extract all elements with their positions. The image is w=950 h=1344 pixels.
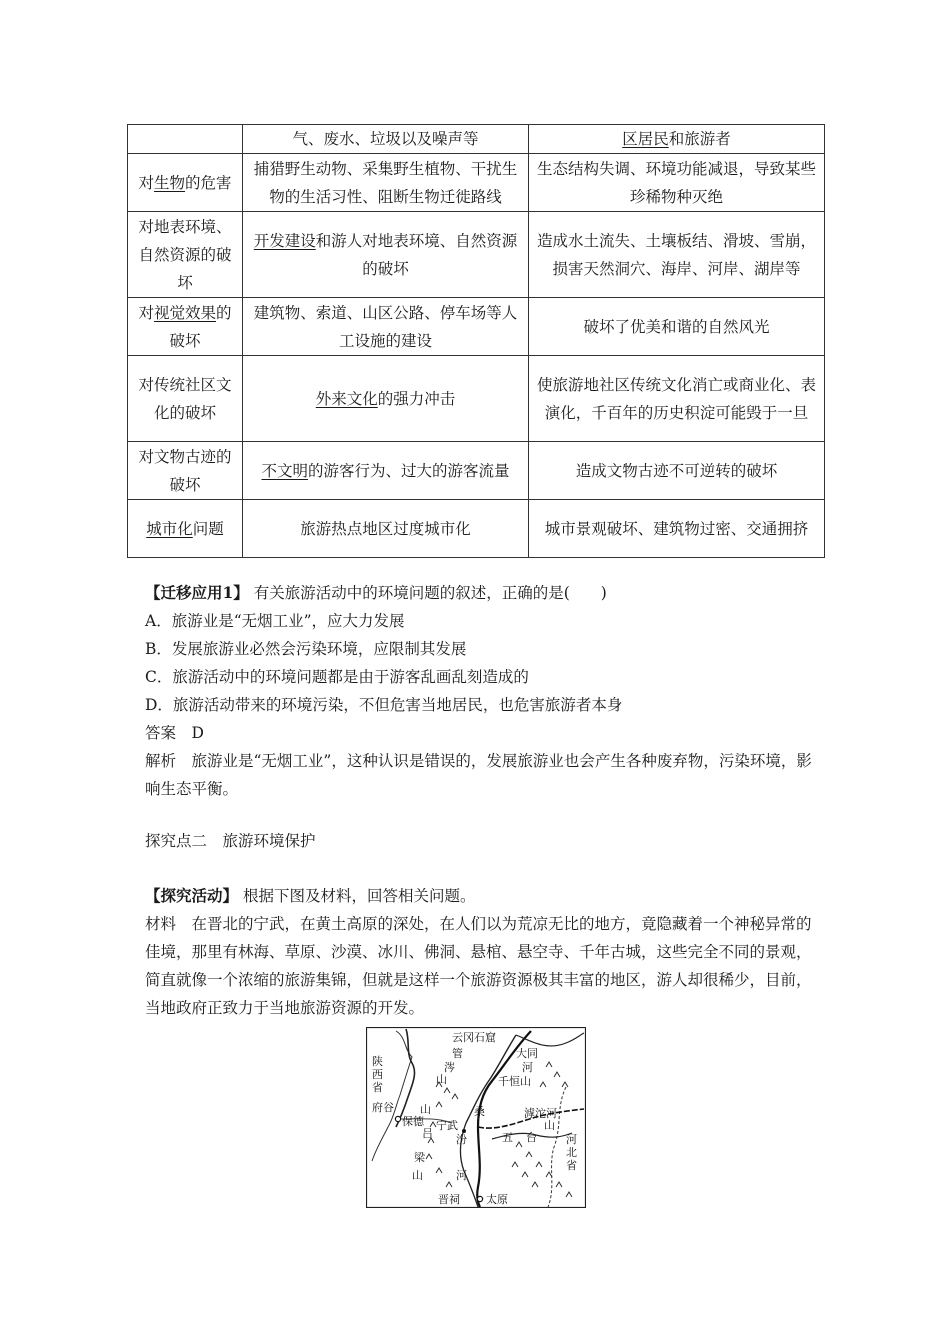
map-svg (366, 1027, 586, 1208)
underlined-term: 开发建设 (253, 231, 316, 250)
analysis: 解析 旅游业是“无烟工业”，这种认识是错误的，发展旅游业也会产生各种废弃物，污染环境，影响生态平衡。 (145, 752, 812, 798)
cell-text: 对传统社区文化的破坏 (138, 375, 232, 422)
label-taiyuan: 太原 (486, 1193, 508, 1206)
cell-text: 使旅游地社区传统文化消亡或商业化、表演化，千百年的历史积淀可能毁于一旦 (537, 375, 817, 422)
environment-problems-table (127, 124, 825, 558)
effect-cell (529, 500, 825, 558)
cell-text: 和游人对地表环境、自然资源的破坏 (315, 231, 518, 278)
label-sang: 桑 (474, 1105, 485, 1118)
cell-text: 的游客行为、过大的游客流量 (308, 461, 510, 480)
effect-cell (529, 442, 825, 500)
effect-cell (529, 154, 825, 212)
table-row (128, 500, 825, 558)
cause-cell (243, 154, 529, 212)
impact-type-cell (128, 442, 243, 500)
label-datong: 大同 (516, 1047, 538, 1060)
cause-cell (243, 442, 529, 500)
label-shaanxi-1: 陕西省 (372, 1055, 383, 1094)
label-fugu: 府谷 (372, 1101, 394, 1114)
cell-text: 问题 (192, 519, 224, 538)
underlined-term: 城市化 (146, 519, 193, 538)
option-d: D．旅游活动带来的环境污染，不但危害当地居民，也危害旅游者本身 (145, 696, 623, 714)
impact-type-cell (128, 298, 243, 356)
table-row (128, 154, 825, 212)
effect-cell (529, 125, 825, 154)
cell-text: 对 (138, 303, 154, 322)
cell-text: 破坏了优美和谐的自然风光 (583, 317, 770, 336)
cell-text: 的破坏 (169, 303, 232, 350)
cell-text: 气、废水、垃圾以及噪声等 (292, 130, 479, 148)
option-c: C．旅游活动中的环境问题都是由于游客乱画乱刻造成的 (145, 668, 529, 686)
table-row (128, 442, 825, 500)
table-row (128, 212, 825, 298)
activity-heading: 【探究活动】 (145, 886, 239, 905)
cell-text: 对 (138, 173, 154, 192)
label-baode: 保德 (402, 1115, 424, 1128)
impact-type-cell (128, 356, 243, 442)
label-wutai-3: 山 (544, 1119, 555, 1132)
underlined-term: 不文明 (261, 461, 308, 480)
underlined-term: 区居民 (622, 130, 669, 148)
question-block (145, 579, 815, 803)
cell-text: 和旅游者 (668, 130, 731, 148)
label-wutai-2: 台 (526, 1131, 537, 1144)
cell-text: 建筑物、索道、山区公路、停车场等人工设施的建设 (253, 303, 518, 350)
cell-text: 造成文物古迹不可逆转的破坏 (575, 461, 778, 480)
effect-cell (529, 212, 825, 298)
label-guancen-2: 涔 (444, 1061, 455, 1074)
option-a: A．旅游业是“无烟工业”，应大力发展 (145, 612, 405, 630)
material-text: 材料 在晋北的宁武，在黄土高原的深处，在人们以为荒凉无比的地方，竟隐藏着一个神秘异常的佳境，那里有林海、草原、沙漠、冰川、佛洞、悬棺、悬空寺、千年古城，这些完全不同的景观，简直就像一个浓缩的旅游集锦，但就是这样一个旅游资源极其丰富的地区，游人却很稀少，目前，当地政府正致力于当地旅游资源的开发。 (145, 915, 812, 1017)
effect-cell (529, 356, 825, 442)
table-row (128, 298, 825, 356)
label-heng-1: 河 (522, 1061, 533, 1074)
impact-type-cell (128, 500, 243, 558)
taiyuan-marker (477, 1196, 482, 1201)
activity-text: 根据下图及材料，回答相关问题。 (242, 887, 476, 905)
cell-text: 的危害 (185, 173, 232, 192)
label-shan: 山 (420, 1103, 431, 1116)
label-wutai-1: 五 (502, 1131, 513, 1144)
table-row (128, 125, 825, 154)
label-hebei: 河北省 (566, 1133, 577, 1172)
cell-text: 生态结构失调、环境功能减退，导致某些珍稀物种灭绝 (537, 159, 817, 206)
label-fen-1: 汾 (456, 1133, 467, 1146)
section-title: 探究点二 旅游环境保护 (145, 832, 316, 850)
underlined-term: 生物 (153, 173, 185, 192)
answer: 答案 D (145, 724, 204, 742)
impact-type-cell (128, 154, 243, 212)
cell-text: 旅游热点地区过度城市化 (300, 519, 471, 538)
label-lvliang-3: 山 (412, 1169, 423, 1182)
impact-type-cell (128, 212, 243, 298)
table-row (128, 356, 825, 442)
cell-text: 的强力冲击 (377, 389, 456, 408)
cause-cell (243, 212, 529, 298)
label-hutuo: 滹沱河 (524, 1107, 557, 1120)
label-ningwu: 宁武 (436, 1119, 458, 1132)
label-jinci: 晋祠 (438, 1193, 460, 1206)
cell-text: 城市景观破坏、建筑物过密、交通拥挤 (544, 519, 809, 538)
baode-marker (395, 1116, 400, 1121)
label-lvliang-2: 梁 (414, 1151, 425, 1164)
label-yungang: 云冈石窟 (452, 1031, 496, 1044)
cause-cell (243, 500, 529, 558)
question-heading: 【迁移应用1】 (145, 583, 249, 602)
label-guancen-3: 山 (436, 1073, 447, 1086)
label-lvliang-1: 吕 (422, 1127, 433, 1140)
cell-text: 对文物古迹的破坏 (138, 447, 232, 494)
cause-cell (243, 356, 529, 442)
cell-text: 捕猎野生动物、采集野生植物、干扰生物的生活习性、阻断生物迁徙路线 (253, 159, 518, 206)
question-stem: 有关旅游活动中的环境问题的叙述，正确的是( ) (253, 584, 607, 602)
effect-cell (529, 298, 825, 356)
cause-cell (243, 298, 529, 356)
label-heng-2: 千恒山 (498, 1075, 531, 1088)
cell-text: 造成水土流失、土壤板结、滑坡、雪崩，损害天然洞穴、海岸、河岸、湖岸等 (537, 231, 817, 278)
underlined-term: 外来文化 (315, 389, 378, 408)
cause-cell (243, 125, 529, 154)
activity-block (145, 882, 815, 1022)
ningwu-region-map (366, 1027, 586, 1208)
label-fen-2: 河 (456, 1169, 467, 1182)
cell-text: 对地表环境、自然资源的破坏 (138, 217, 232, 292)
impact-type-cell (128, 125, 243, 154)
underlined-term: 视觉效果 (153, 303, 216, 322)
option-b: B．发展旅游业必然会污染环境，应限制其发展 (145, 640, 467, 658)
label-guancen-1: 管 (452, 1047, 463, 1060)
